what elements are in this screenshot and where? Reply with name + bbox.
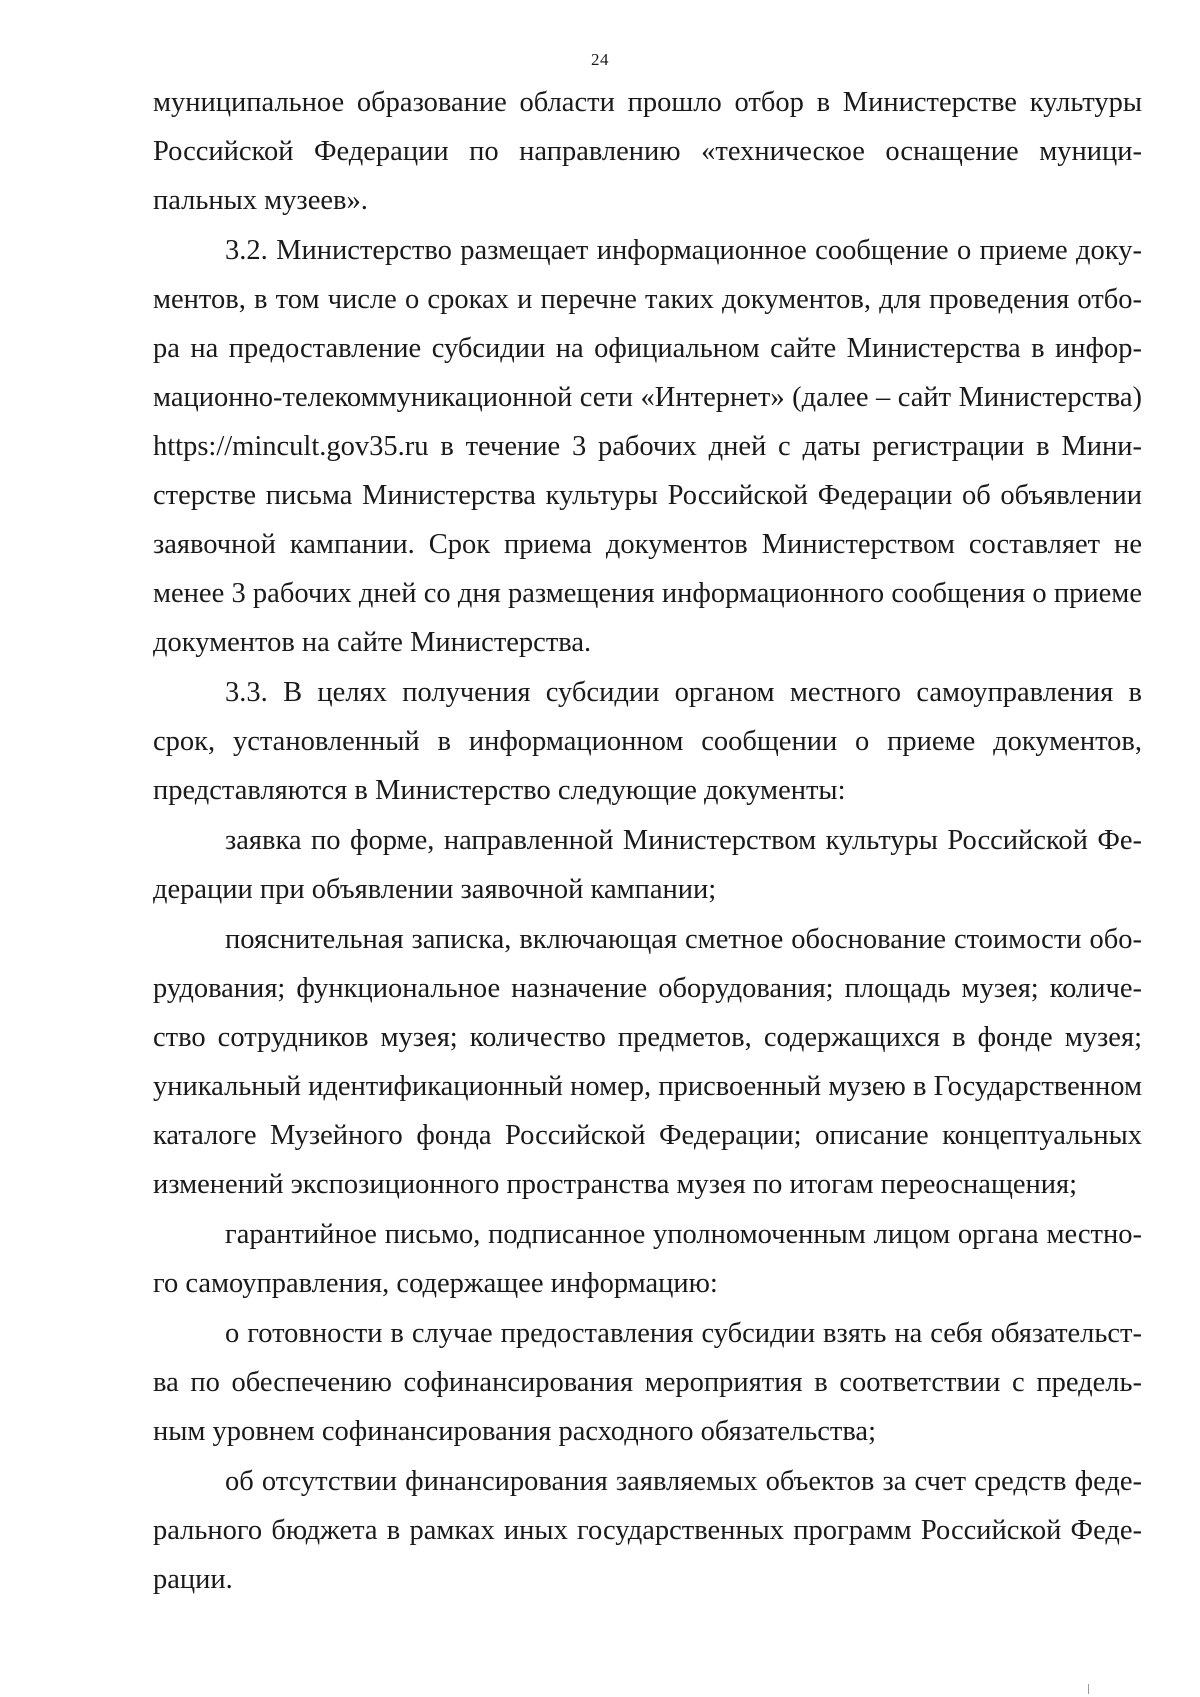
paragraph-3-3: 3.3. В целях получения субсидии органом местного самоуправления в срок, установленный в информационном сообщении о приеме документов, представляются в Министерство следующие документы:: [153, 677, 1142, 806]
scan-artifact-mark: [1088, 1684, 1089, 1694]
paragraph-guarantee-letter: гарантийное письмо, подписанное уполномоченным лицом органа местного самоуправления, содержащее информацию:: [153, 1219, 1142, 1299]
paragraph-application-form: заявка по форме, направленной Министерством культуры Российской Федерации при объявлении заявочной кампании;: [153, 825, 1142, 905]
page-number: 24: [591, 50, 609, 69]
paragraph-explanatory-note: пояснительная записка, включающая сметное обоснование стоимости оборудования; функциональное назначение оборудования; площадь музея; количество сотрудников музея; количество предметов, содержащихся в фонде музея; уникальный идентификационный номер, присвоенный музею в Государственном каталоге Музейного фонда Российской Федерации; описание концептуальных изменений экспозиционного пространства музея по итогам переоснащения;: [153, 924, 1142, 1200]
paragraph-cofinancing-readiness: о готовности в случае предоставления субсидии взять на себя обязательства по обеспечению софинансирования мероприятия в соответствии с предельным уровнем софинансирования расходного обязательства;: [153, 1318, 1142, 1447]
paragraph-3-2: 3.2. Министерство размещает информационное сообщение о приеме документов, в том числе о сроках и перечне таких документов, для проведения отбора на предоставление субсидии на официальном сайте Министерства в информационно-телекоммуникационной сети «Интернет» (далее – сайт Министерства) https://mincult.gov35.ru в течение 3 рабочих дней с даты регистрации в Министерстве письма Министерства культуры Российской Федерации об объявлении заявочной кампании. Срок приема документов Министерством составляет не менее 3 рабочих дней со дня размещения информационного сообщения о приеме документов на сайте Министерства.: [153, 235, 1142, 658]
document-body: [153, 78, 1142, 1605]
paragraph-continuation: муниципальное образование области прошло отбор в Министерстве культуры Российской Федерации по направлению «техническое оснащение муниципальных музеев».: [153, 87, 1142, 216]
paragraph-no-federal-funding: об отсутствии финансирования заявляемых объектов за счет средств федерального бюджета в рамках иных государственных программ Российской Федерации.: [153, 1466, 1142, 1595]
